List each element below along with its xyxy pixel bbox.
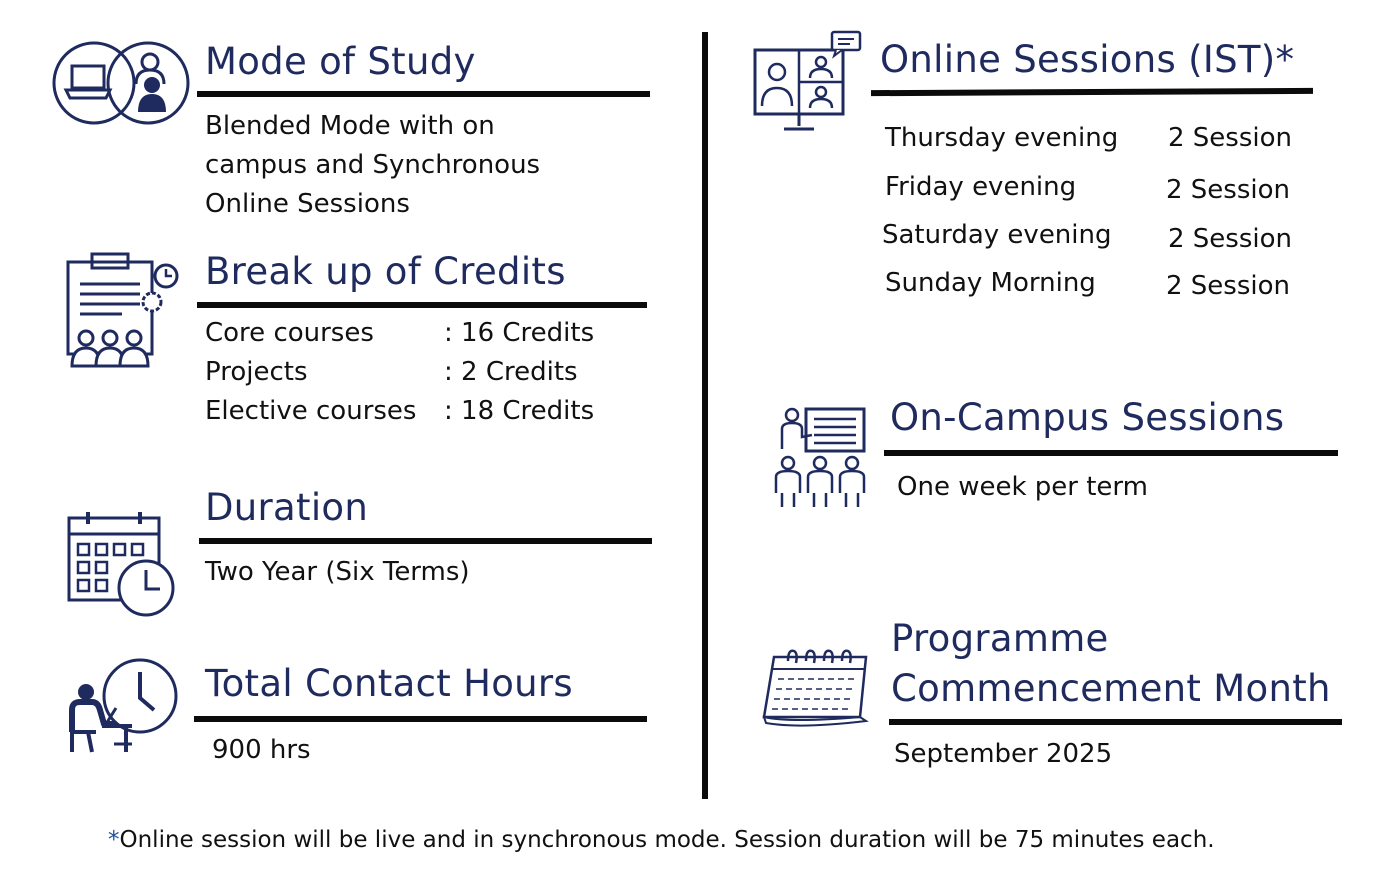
mode-of-study-text [205, 107, 540, 224]
mode-of-study-line: Blended Mode with on [205, 111, 495, 141]
duration-title: Duration [205, 486, 369, 529]
calendar-clock-icon [66, 508, 178, 620]
online-session-count: 2 Session [1168, 123, 1293, 153]
credits-rule [197, 302, 647, 308]
duration-value: Two Year (Six Terms) [205, 557, 470, 587]
commencement-title-line2: Commencement Month [891, 667, 1331, 710]
footnote [108, 827, 1215, 853]
credits-title: Break up of Credits [205, 250, 566, 293]
mode-of-study-title: Mode of Study [205, 40, 476, 83]
duration-rule [199, 538, 652, 544]
credit-row-value: : 18 Credits [444, 396, 595, 426]
laptop-person-venn-icon [52, 40, 192, 126]
online-session-day: Thursday evening [885, 123, 1119, 153]
contact-hours-value: 900 hrs [212, 735, 311, 765]
clipboard-team-gear-icon [62, 248, 182, 372]
column-divider [702, 32, 708, 799]
contact-hours-title: Total Contact Hours [205, 662, 573, 705]
contact-hours-rule [194, 716, 647, 722]
person-desk-clock-icon [66, 658, 180, 756]
on-campus-value: One week per term [897, 472, 1148, 502]
online-session-count: 2 Session [1168, 224, 1293, 254]
mode-of-study-line: campus and Synchronous [205, 150, 541, 180]
classroom-presentation-icon [772, 405, 872, 511]
footnote-star: * [108, 827, 120, 853]
online-session-day: Friday evening [885, 172, 1077, 202]
desk-calendar-icon [760, 647, 874, 727]
on-campus-rule [884, 450, 1338, 456]
online-session-count: 2 Session [1166, 175, 1291, 205]
online-sessions-rule [871, 88, 1313, 96]
commencement-title-line1: Programme [891, 617, 1109, 660]
online-session-day: Sunday Morning [885, 268, 1096, 298]
mode-of-study-rule [197, 91, 650, 97]
online-session-count: 2 Session [1166, 271, 1291, 301]
credit-row-label: Elective courses [205, 396, 417, 426]
commencement-rule [889, 719, 1342, 725]
credit-row-value: : 16 Credits [444, 318, 595, 348]
online-sessions-title: Online Sessions (IST)* [880, 38, 1295, 81]
footnote-text: Online session will be live and in synchronous mode. Session duration will be 75 minutes each. [119, 827, 1215, 853]
on-campus-title: On-Campus Sessions [890, 396, 1285, 439]
commencement-value: September 2025 [894, 739, 1113, 769]
credit-row-value: : 2 Credits [444, 357, 578, 387]
online-session-day: Saturday evening [882, 220, 1112, 250]
mode-of-study-line: Online Sessions [205, 189, 410, 219]
credit-row-label: Projects [205, 357, 308, 387]
credit-row-label: Core courses [205, 318, 374, 348]
video-conference-icon [752, 30, 864, 138]
